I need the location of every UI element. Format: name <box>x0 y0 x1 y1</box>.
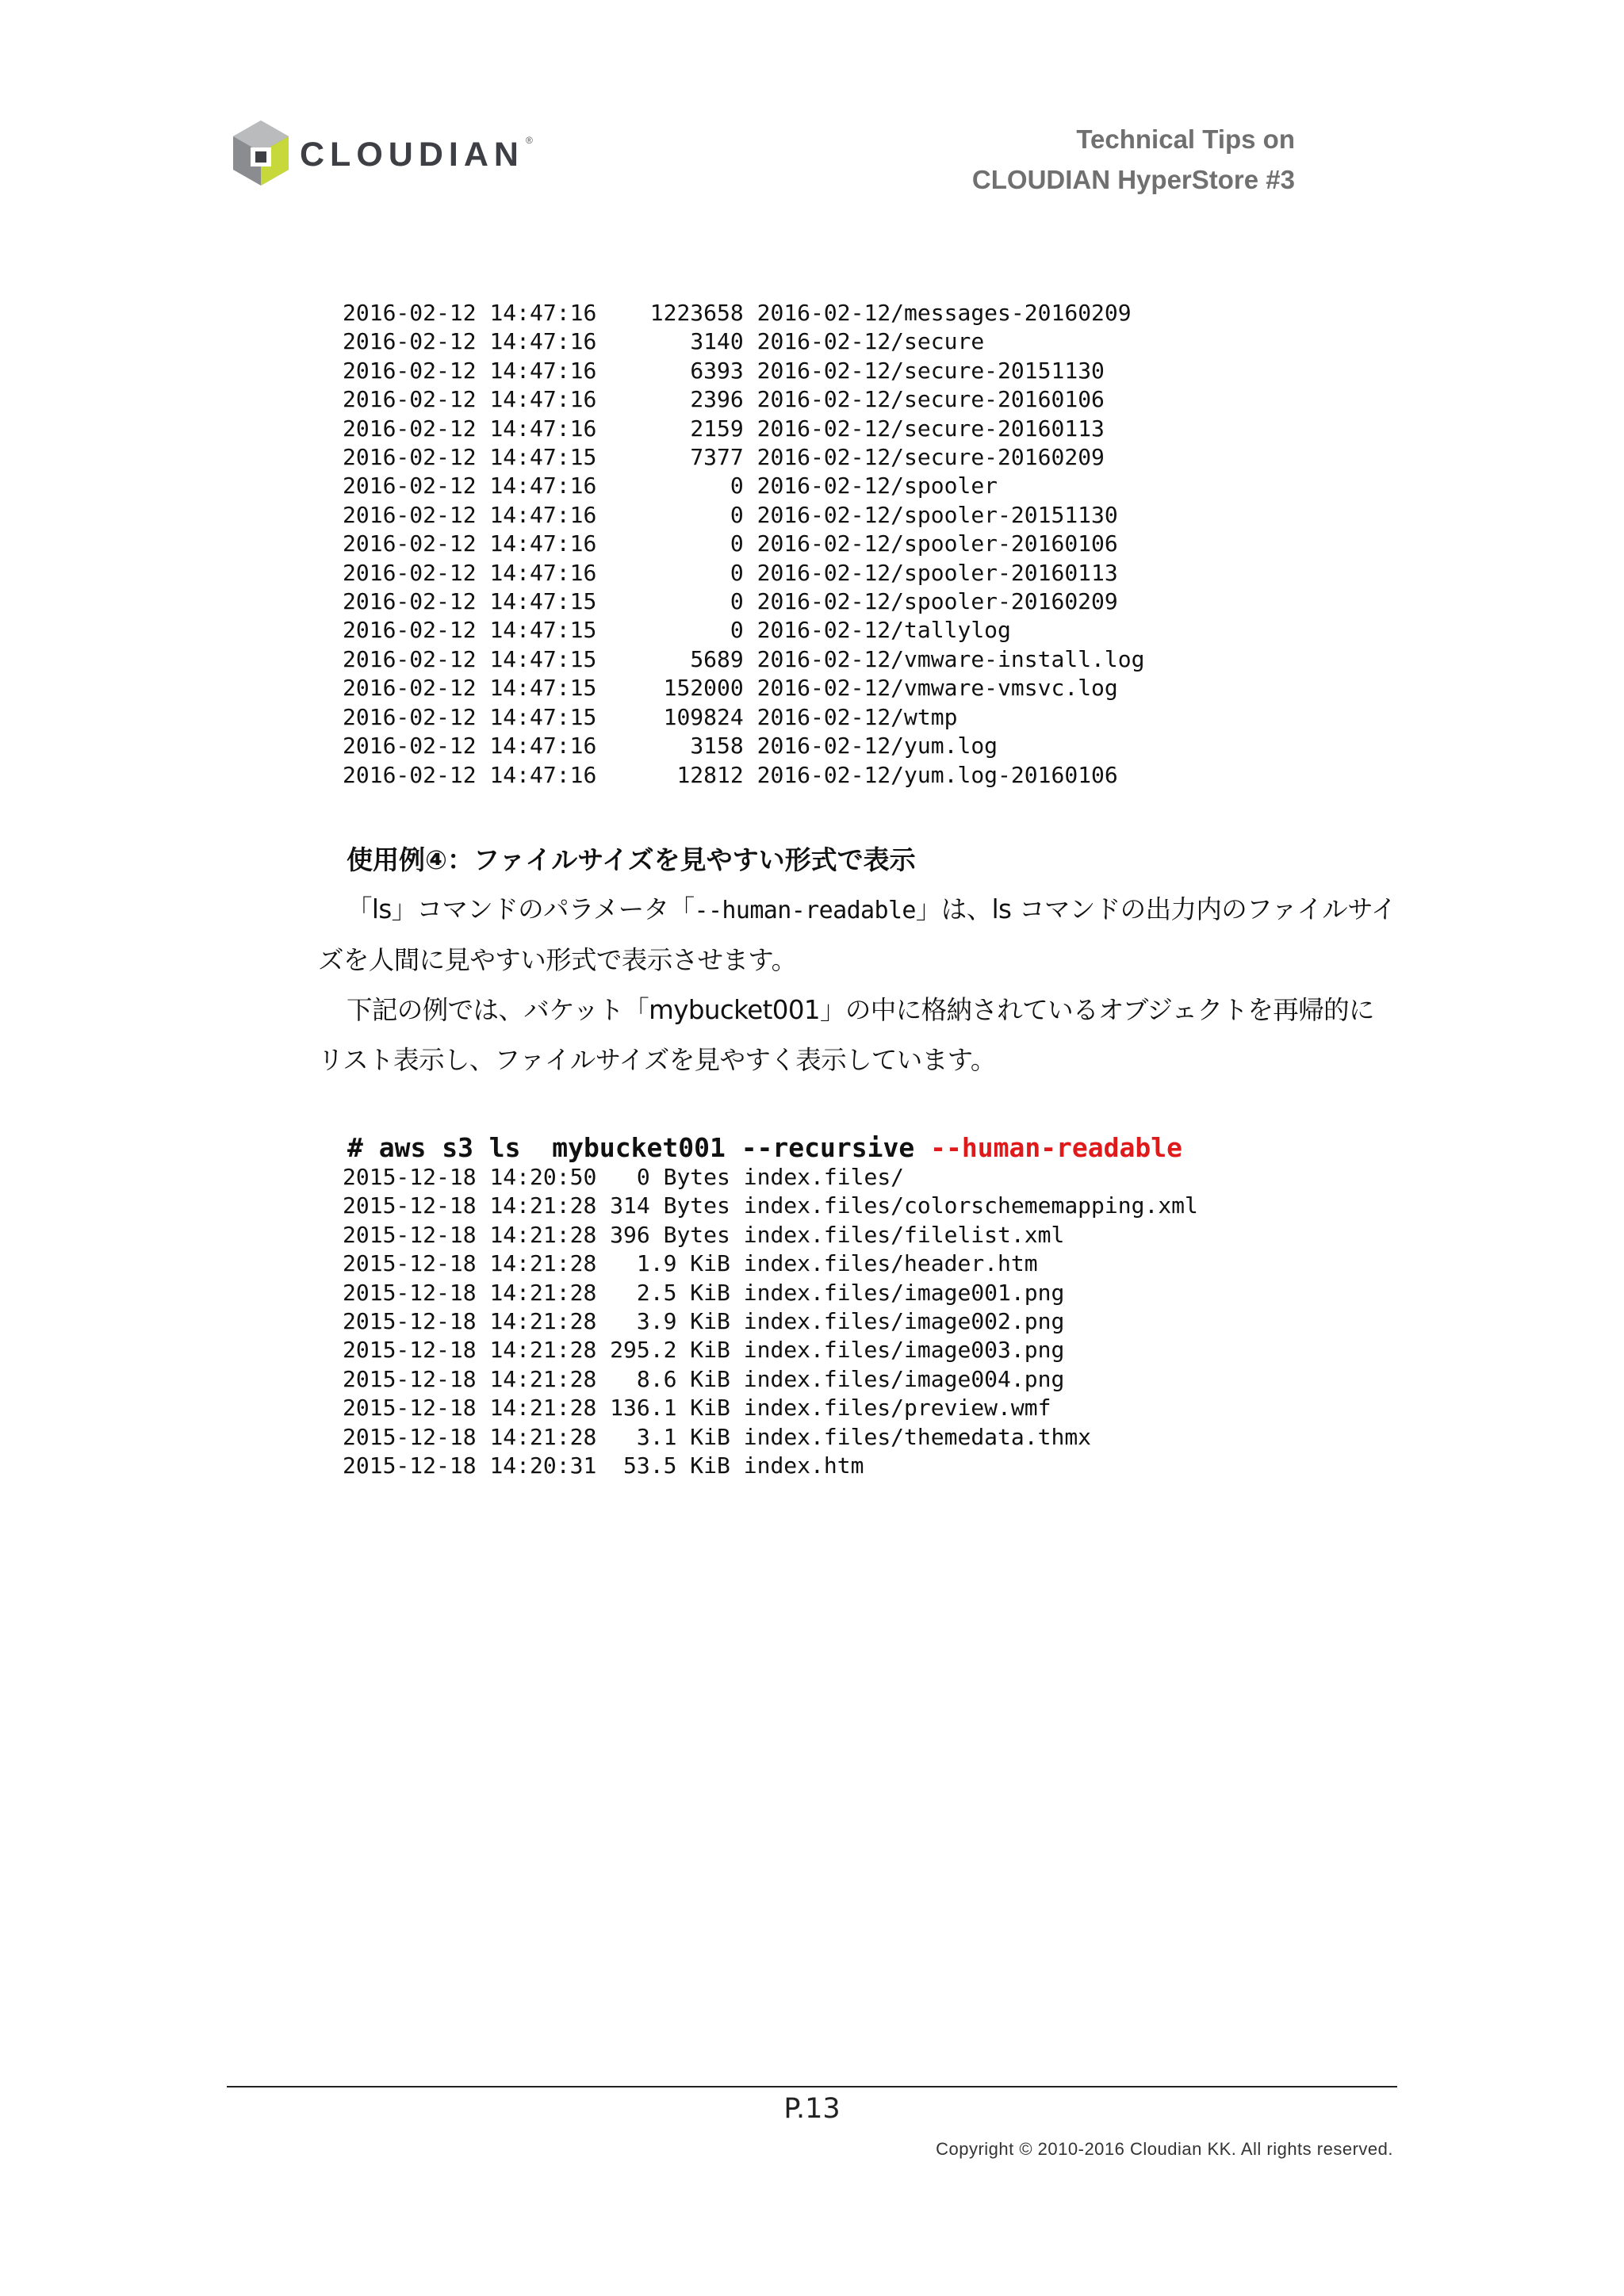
row-time: 14:47:16 <box>489 473 597 499</box>
row-date: 2015-12-18 <box>343 1250 477 1277</box>
listing-row <box>343 357 1144 385</box>
row-name: index.htm <box>743 1452 864 1479</box>
row-date: 2016-02-12 <box>343 675 477 702</box>
cloudian-logo <box>232 119 533 187</box>
row-time: 14:21:28 <box>489 1423 597 1450</box>
row-date: 2016-02-12 <box>343 357 477 384</box>
row-name: 2016-02-12/yum.log <box>756 733 998 760</box>
row-name: 2016-02-12/vmware-install.log <box>756 645 1145 672</box>
row-time: 14:21:28 <box>489 1337 597 1364</box>
row-time: 14:47:16 <box>489 733 597 760</box>
listing-row <box>343 1336 1198 1364</box>
listing-row <box>343 1163 1198 1192</box>
row-time: 14:20:31 <box>489 1452 597 1479</box>
row-date: 2015-12-18 <box>343 1221 477 1248</box>
logo-registered-mark: ® <box>525 135 533 146</box>
row-name: 2016-02-12/wtmp <box>756 703 958 730</box>
listing-row <box>343 1249 1198 1278</box>
listing-row <box>343 559 1144 587</box>
row-date: 2015-12-18 <box>343 1452 477 1479</box>
row-date: 2016-02-12 <box>343 761 477 788</box>
row-time: 14:20:50 <box>489 1164 597 1190</box>
row-time: 14:21:28 <box>489 1365 597 1392</box>
row-name: 2016-02-12/secure-20151130 <box>756 357 1105 384</box>
listing-human-readable <box>343 1163 1198 1480</box>
row-size: 5689 <box>690 645 744 672</box>
row-size: 2.5 KiB <box>636 1279 730 1306</box>
logo-wordmark: CLOUDIAN <box>300 135 524 174</box>
listing-row <box>343 1394 1198 1422</box>
row-date: 2016-02-12 <box>343 645 477 672</box>
command-text: # aws s3 ls mybucket001 --recursive <box>347 1132 931 1163</box>
row-name: 2016-02-12/spooler-20151130 <box>756 501 1118 528</box>
row-size: 2396 <box>690 386 744 413</box>
row-size: 6393 <box>690 357 744 384</box>
row-time: 14:47:15 <box>489 444 597 471</box>
row-date: 2015-12-18 <box>343 1365 477 1392</box>
row-time: 14:47:16 <box>489 386 597 413</box>
row-name: index.files/image004.png <box>743 1365 1065 1392</box>
paragraph-human-readable-description <box>318 885 1396 985</box>
document-title <box>972 119 1295 200</box>
paragraph-text: 」は、ls コマンドの出力内のファイルサイズを人間に見やすい形式で表示させます。 <box>318 894 1396 975</box>
row-size: 136.1 KiB <box>610 1395 730 1422</box>
listing-row <box>343 501 1144 530</box>
row-date: 2015-12-18 <box>343 1337 477 1364</box>
row-size: 109824 <box>663 703 744 730</box>
row-date: 2016-02-12 <box>343 617 477 644</box>
row-time: 14:21:28 <box>489 1192 597 1219</box>
row-time: 14:47:16 <box>489 357 597 384</box>
row-size: 0 <box>730 588 744 615</box>
row-size: 12812 <box>676 761 744 788</box>
row-date: 2015-12-18 <box>343 1395 477 1422</box>
row-time: 14:21:28 <box>489 1279 597 1306</box>
paragraph-example-description: 下記の例では、バケット「mybucket001」の中に格納されているオブジェクトを再帰的にリスト表示し、ファイルサイズを見やすく表示しています。 <box>318 995 1374 1075</box>
copyright-notice: Copyright © 2010-2016 Cloudian KK. All rights reserved. <box>936 2139 1393 2159</box>
listing-row <box>343 1307 1198 1336</box>
row-name: 2016-02-12/messages-20160209 <box>756 300 1132 326</box>
row-date: 2015-12-18 <box>343 1423 477 1450</box>
listing-row <box>343 1221 1198 1249</box>
row-name: index.files/filelist.xml <box>743 1221 1065 1248</box>
row-time: 14:47:15 <box>489 703 597 730</box>
row-date: 2015-12-18 <box>343 1164 477 1190</box>
row-date: 2016-02-12 <box>343 444 477 471</box>
row-date: 2016-02-12 <box>343 733 477 760</box>
listing-row <box>343 703 1144 732</box>
row-size: 53.5 KiB <box>623 1452 730 1479</box>
row-name: 2016-02-12/yum.log-20160106 <box>756 761 1118 788</box>
row-size: 3.1 KiB <box>636 1423 730 1450</box>
row-size: 1.9 KiB <box>636 1250 730 1277</box>
row-name: 2016-02-12/spooler-20160106 <box>756 530 1118 557</box>
inline-code-option: --human-readable <box>694 897 916 924</box>
row-size: 295.2 KiB <box>610 1337 730 1364</box>
row-name: index.files/header.htm <box>743 1250 1038 1277</box>
listing-row <box>343 1452 1198 1480</box>
row-time: 14:47:15 <box>489 645 597 672</box>
row-date: 2016-02-12 <box>343 415 477 442</box>
row-name: index.files/image002.png <box>743 1308 1065 1335</box>
row-name: 2016-02-12/secure-20160106 <box>756 386 1105 413</box>
row-time: 14:47:16 <box>489 328 597 355</box>
listing-row <box>343 761 1144 790</box>
listing-log-files <box>343 299 1144 790</box>
row-size: 0 Bytes <box>636 1164 730 1190</box>
listing-row <box>343 415 1144 443</box>
listing-row <box>343 1423 1198 1452</box>
row-name: 2016-02-12/tallylog <box>756 617 1011 644</box>
row-time: 14:47:15 <box>489 588 597 615</box>
listing-row <box>343 1279 1198 1307</box>
row-size: 152000 <box>663 675 744 702</box>
footer-divider <box>227 2086 1397 2087</box>
row-size: 0 <box>730 501 744 528</box>
row-date: 2015-12-18 <box>343 1308 477 1335</box>
row-size: 3.9 KiB <box>636 1308 730 1335</box>
row-size: 314 Bytes <box>610 1192 730 1219</box>
row-size: 0 <box>730 530 744 557</box>
row-time: 14:47:16 <box>489 300 597 326</box>
row-size: 3158 <box>690 733 744 760</box>
listing-row <box>343 1192 1198 1220</box>
row-name: index.files/colorschememapping.xml <box>743 1192 1198 1219</box>
listing-row <box>343 327 1144 356</box>
row-size: 0 <box>730 617 744 644</box>
listing-row <box>343 732 1144 760</box>
paragraph-text: 「ls」コマンドのパラメータ「 <box>347 894 695 924</box>
usage-example-4 <box>318 839 1396 1085</box>
row-size: 7377 <box>690 444 744 471</box>
row-time: 14:21:28 <box>489 1308 597 1335</box>
listing-row <box>343 443 1144 472</box>
listing-row <box>343 645 1144 674</box>
document-title-line1: Technical Tips on <box>1076 124 1295 154</box>
row-date: 2016-02-12 <box>343 530 477 557</box>
listing-row <box>343 616 1144 645</box>
cloudian-cube-icon <box>232 119 290 187</box>
row-time: 14:21:28 <box>489 1250 597 1277</box>
row-name: index.files/image003.png <box>743 1337 1065 1364</box>
row-size: 0 <box>730 559 744 586</box>
row-time: 14:47:16 <box>489 761 597 788</box>
row-time: 14:47:16 <box>489 530 597 557</box>
row-time: 14:47:15 <box>489 617 597 644</box>
row-size: 0 <box>730 473 744 499</box>
row-name: 2016-02-12/vmware-vmsvc.log <box>756 675 1118 702</box>
command-line <box>347 1131 1182 1165</box>
row-name: 2016-02-12/secure <box>756 328 985 355</box>
command-highlight-option: --human-readable <box>930 1132 1182 1163</box>
row-time: 14:21:28 <box>489 1395 597 1422</box>
row-name: index.files/preview.wmf <box>743 1395 1051 1422</box>
row-name: index.files/ <box>743 1164 905 1190</box>
listing-row <box>343 1365 1198 1394</box>
row-size: 2159 <box>690 415 744 442</box>
row-date: 2016-02-12 <box>343 386 477 413</box>
row-size: 3140 <box>690 328 744 355</box>
row-name: index.files/themedata.thmx <box>743 1423 1092 1450</box>
page-number: P.13 <box>783 2093 841 2125</box>
document-title-line2: CLOUDIAN HyperStore #3 <box>971 165 1295 194</box>
row-date: 2015-12-18 <box>343 1192 477 1219</box>
row-name: 2016-02-12/secure-20160209 <box>756 444 1105 471</box>
row-date: 2016-02-12 <box>343 328 477 355</box>
row-time: 14:47:16 <box>489 559 597 586</box>
row-time: 14:47:15 <box>489 675 597 702</box>
row-name: 2016-02-12/spooler-20160209 <box>756 588 1118 615</box>
row-name: 2016-02-12/secure-20160113 <box>756 415 1105 442</box>
listing-row <box>343 674 1144 702</box>
row-date: 2016-02-12 <box>343 703 477 730</box>
row-time: 14:47:16 <box>489 415 597 442</box>
row-time: 14:21:28 <box>489 1221 597 1248</box>
row-name: index.files/image001.png <box>743 1279 1065 1306</box>
listing-row <box>343 472 1144 500</box>
listing-row <box>343 587 1144 616</box>
row-date: 2016-02-12 <box>343 300 477 326</box>
row-name: 2016-02-12/spooler <box>756 473 998 499</box>
listing-row <box>343 385 1144 414</box>
listing-row <box>343 299 1144 327</box>
row-date: 2016-02-12 <box>343 559 477 586</box>
row-name: 2016-02-12/spooler-20160113 <box>756 559 1118 586</box>
section-heading: 使用例④：ファイルサイズを見やすい形式で表示 <box>347 844 916 875</box>
row-date: 2016-02-12 <box>343 501 477 528</box>
row-date: 2015-12-18 <box>343 1279 477 1306</box>
listing-row <box>343 530 1144 558</box>
row-time: 14:47:16 <box>489 501 597 528</box>
row-size: 396 Bytes <box>610 1221 730 1248</box>
row-date: 2016-02-12 <box>343 473 477 499</box>
row-size: 1223658 <box>649 300 744 326</box>
row-size: 8.6 KiB <box>636 1365 730 1392</box>
row-date: 2016-02-12 <box>343 588 477 615</box>
